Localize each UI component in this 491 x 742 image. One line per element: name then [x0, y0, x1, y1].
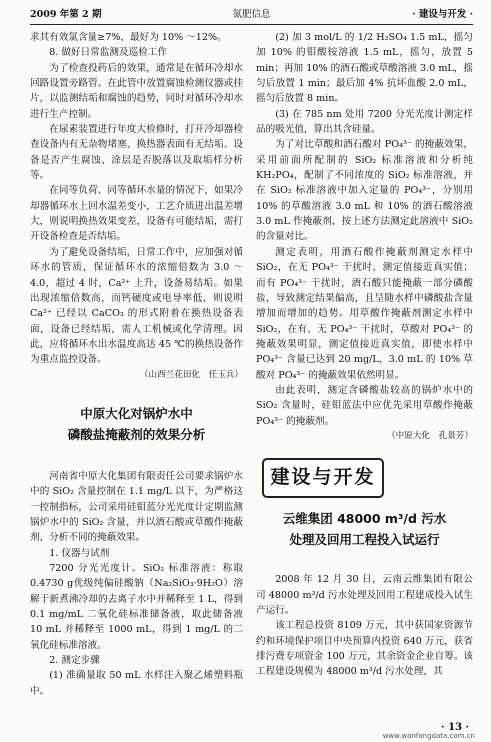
issue-label: 2009 年第 2 期	[30, 9, 102, 20]
page-number: · 13 ·	[441, 722, 469, 733]
paragraph: 在尿素装置进行年度大检修时，打开冷却器检查设备内有无杂物堵塞、换热器表面有无结垢、设备是否产生腐蚀、涂层是否脱落以及取垢样分析等。	[30, 124, 243, 182]
paragraph: 2008 年 12 月 30 日，云南云维集团有限公司 48000 m³/d 污水处理及回用工程建成投入试生产运行。	[256, 574, 473, 616]
author-signature-1: （山西兰花田化 任玉兵）	[139, 369, 243, 380]
paragraph: 测定表明，用酒石酸作掩蔽剂测定水样中 SiO₂，在无 PO₄³⁻ 干扰时，测定值接近真实值；而有 PO₄³⁻ 干扰时，酒石酸只能掩蔽一部分磷酸盐，导致测定结果偏高，且呈随水样中磷酸盐含量增加而增加的趋势。用草酸作掩蔽剂测定水样中 SiO₂，在有、无 PO₄³⁻ 干扰时，草酸对 PO₄³⁻ 的掩蔽效果明显，测定值接近真实值，即使水样中 PO₄³⁻ 含量已达到 20 mg/L，3.0 mL 的 10% 草酸对 PO₄³⁻ 的掩蔽效果依然明显。	[256, 246, 473, 381]
article-title-2-line-2: 处理及回用工程投入试运行	[289, 532, 440, 548]
section-banner	[262, 458, 384, 498]
article-2-body	[256, 572, 473, 679]
author-signature-2: （中原大化 孔景芳）	[387, 430, 473, 441]
article-1-body	[30, 469, 243, 699]
header-rule	[30, 24, 473, 25]
left-column	[30, 30, 243, 699]
section-banner-text: 建设与开发	[270, 466, 376, 489]
paragraph: 2. 测定步骤	[49, 655, 100, 667]
article-title-1-line-1: 中原大化对锅炉水中	[80, 405, 193, 421]
journal-name: 氮肥信息	[232, 9, 271, 20]
paragraph: (1) 准确量取 50 mL 水样注入聚乙烯塑料瓶中。	[30, 670, 243, 697]
section-label: · 建设与开发 ·	[412, 9, 473, 20]
paragraph: 求其有效氯含量≥7%，最好为 10% ～12%。	[30, 32, 227, 43]
left-paragraphs	[30, 30, 243, 368]
paragraph: 在同等负荷、同等循环水量的情况下，如果冷却器循环水上回水温差变小，工艺介质进出温差增大，则说明换热效果变差，设备有可能结垢，需打开设备检查是否结垢。	[30, 185, 243, 243]
paragraph: 河南省中原大化集团有限责任公司要求锅炉水中的 SiO₂ 含量控制在 1.1 mg/L 以下，为严格这一控制指标，公司采用硅钼蓝分光光度计定期监测锅炉水中的 SiO₂ 含量，并以酒石酸或草酸作掩蔽剂，分析不同的掩蔽效果。	[30, 470, 243, 544]
right-column	[256, 30, 473, 680]
paragraph: 7200 分光光度计。SiO₂ 标准溶液：称取 0.4730 g优级纯偏硅酸钠（Na₂SiO₃·9H₂O）溶解于新煮沸冷却的去离子水中并稀释至 1 L，得到 0.1 mg/mL 二氧化硅标准储备液，取此储备液 10 mL 并稀释至 1000 mL，得到 1 mg/L 的二氧化硅标准溶液。	[30, 562, 243, 651]
paragraph: 为了检查投药后的效果，通常是在循环冷却水回路设置旁路管。在此管中放置腐蚀检测仪器或挂片，以监测结垢和腐蚀的趋势，同时对循环冷却水进行生产控制。	[30, 62, 243, 120]
paragraph: 为了避免设备结垢，日常工作中，应加强对循环水的管质，保证循环水的浓缩倍数为 3.0 ～ 4.0，超过 4 时，Ca²⁺ 上升，设备易结垢。如果出现浓缩倍数高，而钙硬度或电导率低，则说明 Ca²⁺ 已经以 CaCO₃ 的形式附着在换热设备表面，设备已经结垢，需人工机械或化学清理。因此，应将循环水出水温度高达 45 ℃的换热设备作为重点监控设备。	[30, 246, 243, 366]
paragraph: (3) 在 785 nm 处用 7200 分光光度计测定样品的吸光值，算出其含硅量。	[256, 108, 473, 136]
article-title-1-line-2: 磷酸盐掩蔽剂的效果分析	[67, 426, 206, 442]
page-header	[30, 8, 473, 22]
paragraph: 8. 做好日常监测及巡检工作	[49, 47, 167, 59]
paragraph: 该工程总投资 8109 万元，其中获国家资源节约和环境保护项目中央预算内投资 640 万元，获省排污费专项资金 100 万元，其余资金企业自筹。该工程建设规模为 48000 m³/d 污水处理，其	[256, 620, 473, 678]
article-title-1	[30, 403, 243, 445]
paragraph: 为了对比草酸和酒石酸对 PO₄³⁻ 的掩蔽效果，采用前面所配制的 SiO₂ 标准溶液和分析纯 KH₂PO₄，配制了不同浓度的 SiO₂ 标准溶液，并在 SiO₂ 标准溶液中加入定量的 PO₄³⁻，分别用 10% 的草酸溶液 3.0 mL 和 10% 的酒石酸溶液 3.0 mL 作掩蔽剂，按上述方法测定此溶液中 SiO₂ 的含量对比。	[256, 139, 473, 243]
paragraph: 由此表明，测定含磷酸盐较高的锅炉水中的 SiO₂ 含量时，硅钼蓝法中应优先采用草酸作掩蔽 PO₄³⁻ 的掩蔽剂。	[256, 384, 473, 427]
watermark-url: www.wanfangdata.com.cn	[382, 732, 475, 740]
article-title-2	[256, 508, 473, 550]
article-title-2-line-1: 云维集团 48000 m³/d 污水	[282, 511, 447, 527]
paragraph: (2) 加 3 mol/L 的 1/2 H₂SO₄ 1.5 mL，摇匀加 10% 的钼酸铵溶液 1.5 mL，摇匀，放置 5 min；再加 10% 的酒石酸或草酸溶液 3.0 mL，摇匀后放置 1 min；最后加 4% 抗坏血酸 2.0 mL，摇匀后放置 8 min。	[256, 32, 473, 105]
paragraph: 1. 仪器与试剂	[49, 547, 110, 559]
right-paragraphs	[256, 30, 473, 429]
